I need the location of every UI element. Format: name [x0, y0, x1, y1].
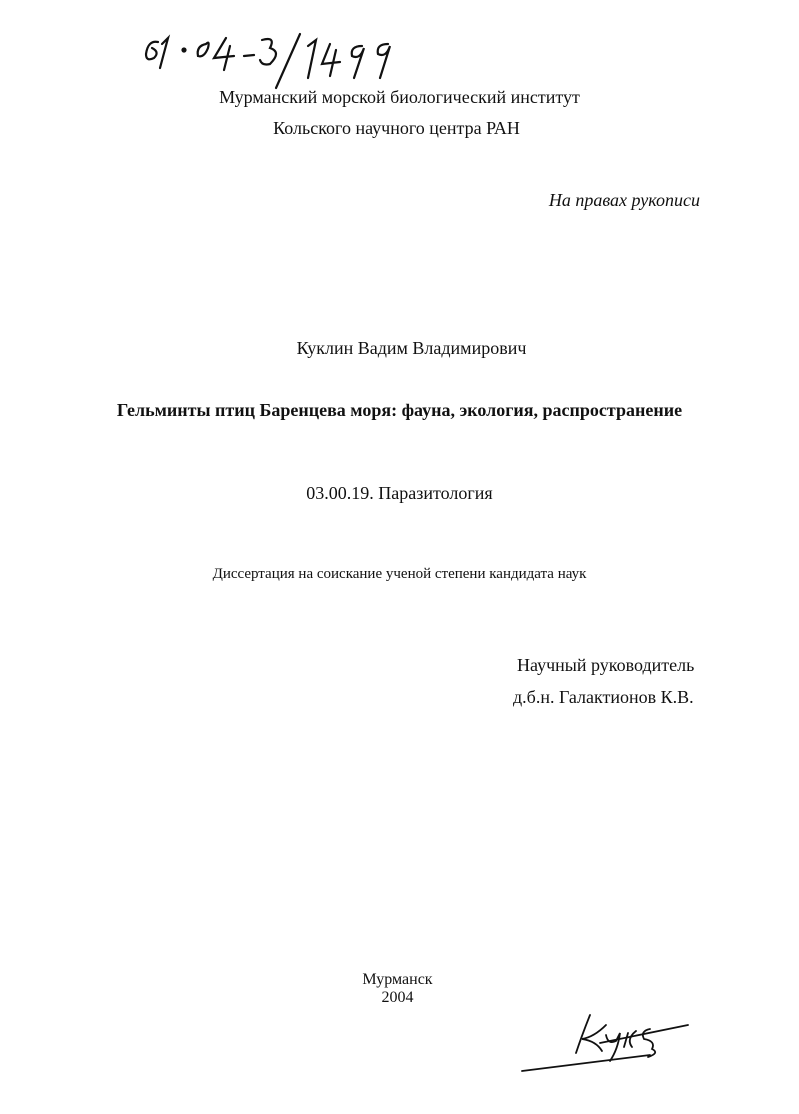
city: Мурманск [362, 971, 433, 988]
supervisor-name: д.б.н. Галактионов К.В. [513, 687, 694, 707]
rights-note: На правах рукописи [548, 190, 700, 210]
specialty: 03.00.19. Паразитология [306, 483, 493, 503]
institute-name: Мурманский морской биологический институт [219, 87, 580, 107]
research-center-name: Кольского научного центра РАН [273, 118, 520, 138]
degree-statement: Диссертация на соискание ученой степени кандидата наук [212, 566, 587, 582]
supervisor-label: Научный руководитель [517, 655, 695, 675]
handwritten-stamp [140, 20, 410, 90]
author-signature [510, 1005, 700, 1075]
year: 2004 [381, 989, 414, 1006]
dissertation-title: Гельминты птиц Баренцева моря: фауна, экология, распространение [116, 400, 683, 420]
author-name: Куклин Вадим Владимирович [296, 338, 527, 358]
